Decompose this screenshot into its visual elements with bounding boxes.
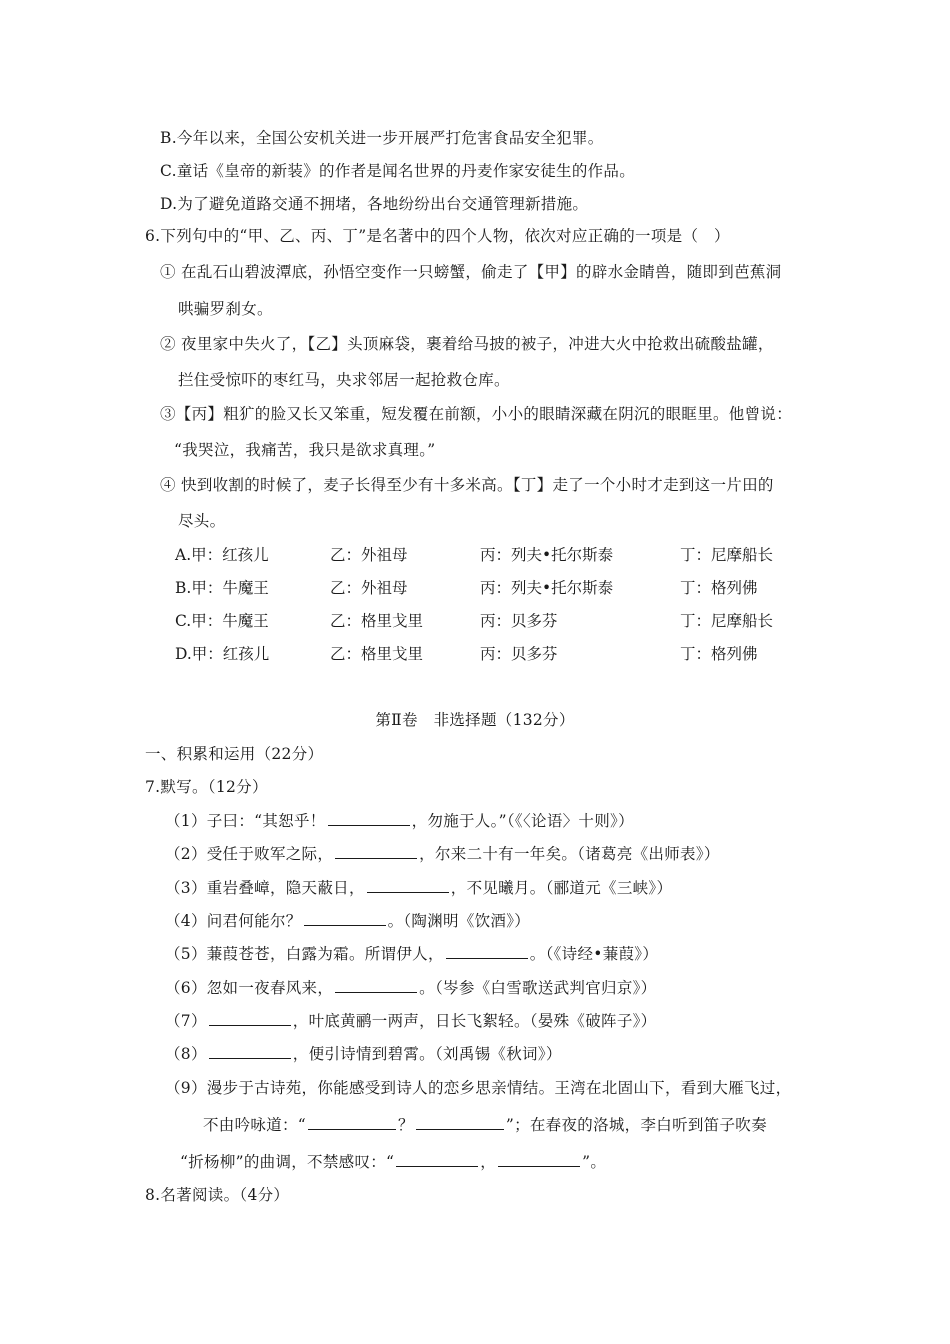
q6-item-2-line-1: ② 夜里家中失火了，【乙】头顶麻袋，裹着给马披的被子，冲进大火中抢救出硫酸盐罐， (160, 335, 774, 353)
q6-option-c-ding: 丁：尼摩船长 (680, 612, 774, 630)
q7-item-9-line-2-suffix: ”；在春夜的洛城，李白听到笛子吹奏 (505, 1116, 767, 1134)
q6-item-4-line-2: 尽头。 (178, 512, 226, 530)
q7-item-9-line-1: （9）漫步于古诗苑，你能感受到诗人的恋乡思亲情结。王湾在北固山下，看到大雁飞过， (165, 1079, 792, 1097)
q7-item-6-prefix: （6）忽如一夜春风来， (165, 979, 334, 997)
q7-item-9-line-3-prefix: “折杨柳”的曲调，不禁感叹：“ (180, 1153, 395, 1171)
q6-option-d-bing: 丙：贝多芬 (480, 645, 558, 663)
q6-item-1-line-1: ① 在乱石山碧波潭底，孙悟空变作一只螃蟹，偷走了【甲】的辟水金睛兽，随即到芭蕉洞 (160, 263, 782, 281)
q6-option-c-jia: C.甲：牛魔王 (175, 612, 269, 630)
q6-option-a-ding: 丁：尼摩船长 (680, 546, 774, 564)
q7-item-6-blank[interactable] (335, 977, 417, 993)
q7-item-4 (165, 910, 530, 931)
q6-option-c-yi: 乙：格里戈里 (330, 612, 424, 630)
q7-item-5-suffix: 。（《诗经•蒹葭》） (529, 945, 659, 963)
q7-item-1-prefix: （1）子曰：“其恕乎！ (165, 812, 326, 830)
q6-option-b-jia: B.甲：牛魔王 (175, 579, 269, 597)
q6-option-a-jia: A.甲：红孩儿 (175, 546, 269, 564)
q7-item-8-prefix: （8） (165, 1045, 207, 1063)
q5-option-b: B.今年以来，全国公安机关进一步开展严打危害食品安全犯罪。 (160, 129, 604, 147)
q7-item-2-blank[interactable] (335, 843, 417, 859)
q7-item-9-blank-2[interactable] (416, 1114, 504, 1130)
q6-option-b-bing: 丙：列夫•托尔斯泰 (480, 579, 614, 597)
q7-item-5-prefix: （5）蒹葭苍苍，白露为霜。所谓伊人， (165, 945, 444, 963)
q7-item-6-suffix: 。（岑参《白雪歌送武判官归京》） (419, 979, 657, 997)
q7-item-1 (165, 810, 634, 831)
section-1-heading: 一、积累和运用（22分） (145, 745, 324, 763)
q6-option-d-ding: 丁：格列佛 (680, 645, 758, 663)
q7-item-5-blank[interactable] (446, 943, 528, 959)
q6-option-a-bing: 丙：列夫•托尔斯泰 (480, 546, 614, 564)
q7-item-4-prefix: （4）问君何能尔？ (165, 912, 302, 930)
question-8-heading: 8.名著阅读。（4分） (145, 1186, 290, 1204)
q7-item-9-question-mark: ？ (398, 1116, 414, 1134)
q5-option-c: C.童话《皇帝的新装》的作者是闻名世界的丹麦作家安徒生的作品。 (160, 162, 636, 180)
q6-option-d-jia: D.甲：红孩儿 (175, 645, 270, 663)
q6-option-b-ding: 丁：格列佛 (680, 579, 758, 597)
q7-item-4-blank[interactable] (304, 910, 386, 926)
q6-item-3-line-2: “我哭泣，我痛苦，我只是欲求真理。” (174, 441, 436, 459)
q7-item-2-prefix: （2）受任于败军之际， (165, 845, 334, 863)
q6-option-c-bing: 丙：贝多芬 (480, 612, 558, 630)
q7-item-2-suffix: ，尔来二十有一年矣。（诸葛亮《出师表》） (419, 845, 720, 863)
q7-item-7-prefix: （7） (165, 1012, 207, 1030)
q7-item-4-suffix: 。（陶渊明《饮酒》） (387, 912, 531, 930)
q7-item-3-blank[interactable] (367, 877, 449, 893)
q7-item-1-suffix: ，勿施于人。”（《〈论语〉十则》） (411, 812, 634, 830)
q7-item-9-line-2 (203, 1114, 767, 1135)
q7-item-7-suffix: ，叶底黄鹂一两声，日长飞絮轻。（晏殊《破阵子》） (292, 1012, 657, 1030)
q7-item-8 (165, 1043, 562, 1064)
q7-item-9-blank-4[interactable] (498, 1151, 580, 1167)
q7-item-9-line-3 (180, 1151, 606, 1172)
q5-option-d: D.为了避免道路交通不拥堵，各地纷纷出台交通管理新措施。 (160, 195, 589, 213)
q7-stem: 7.默写。（12分） (145, 778, 268, 796)
q7-item-8-blank[interactable] (209, 1043, 291, 1059)
q6-item-4-line-1: ④ 快到收割的时候了，麦子长得至少有十多米高。【丁】走了一个小时才走到这一片田的 (160, 476, 774, 494)
q7-item-3 (165, 877, 672, 898)
q7-item-9-line-2-prefix: 不由吟咏道：“ (203, 1116, 307, 1134)
part-2-title: 第Ⅱ卷 非选择题（132分） (375, 711, 575, 729)
q7-item-1-blank[interactable] (328, 810, 410, 826)
q7-item-9-comma: ， (480, 1153, 497, 1171)
q7-item-9-blank-3[interactable] (396, 1151, 478, 1167)
q6-option-d-yi: 乙：格里戈里 (330, 645, 424, 663)
q7-item-5 (165, 943, 658, 964)
q6-item-1-line-2: 哄骗罗刹女。 (178, 300, 273, 318)
q6-item-2-line-2: 拦住受惊吓的枣红马，央求邻居一起抢救仓库。 (178, 371, 510, 389)
q7-item-9-blank-1[interactable] (308, 1114, 396, 1130)
q7-item-7-blank[interactable] (209, 1010, 291, 1026)
q7-item-8-suffix: ，便引诗情到碧霄。（刘禹锡《秋词》） (292, 1045, 562, 1063)
q6-item-3-line-1: ③【丙】粗犷的脸又长又笨重，短发覆在前额，小小的眼睛深藏在阴沉的眼眶里。他曾说： (160, 405, 793, 423)
q7-item-3-suffix: ，不见曦月。（郦道元《三峡》） (450, 879, 673, 897)
q7-item-9-line-3-suffix: ”。 (582, 1153, 607, 1171)
q6-option-a-yi: 乙：外祖母 (330, 546, 408, 564)
q6-stem: 6.下列句中的“甲、乙、丙、丁”是名著中的四个人物，依次对应正确的一项是（ ） (145, 227, 730, 245)
q7-item-3-prefix: （3）重岩叠嶂，隐天蔽日， (165, 879, 365, 897)
q7-item-2 (165, 843, 720, 864)
q7-item-6 (165, 977, 656, 998)
q6-option-b-yi: 乙：外祖母 (330, 579, 408, 597)
q7-item-7 (165, 1010, 656, 1031)
